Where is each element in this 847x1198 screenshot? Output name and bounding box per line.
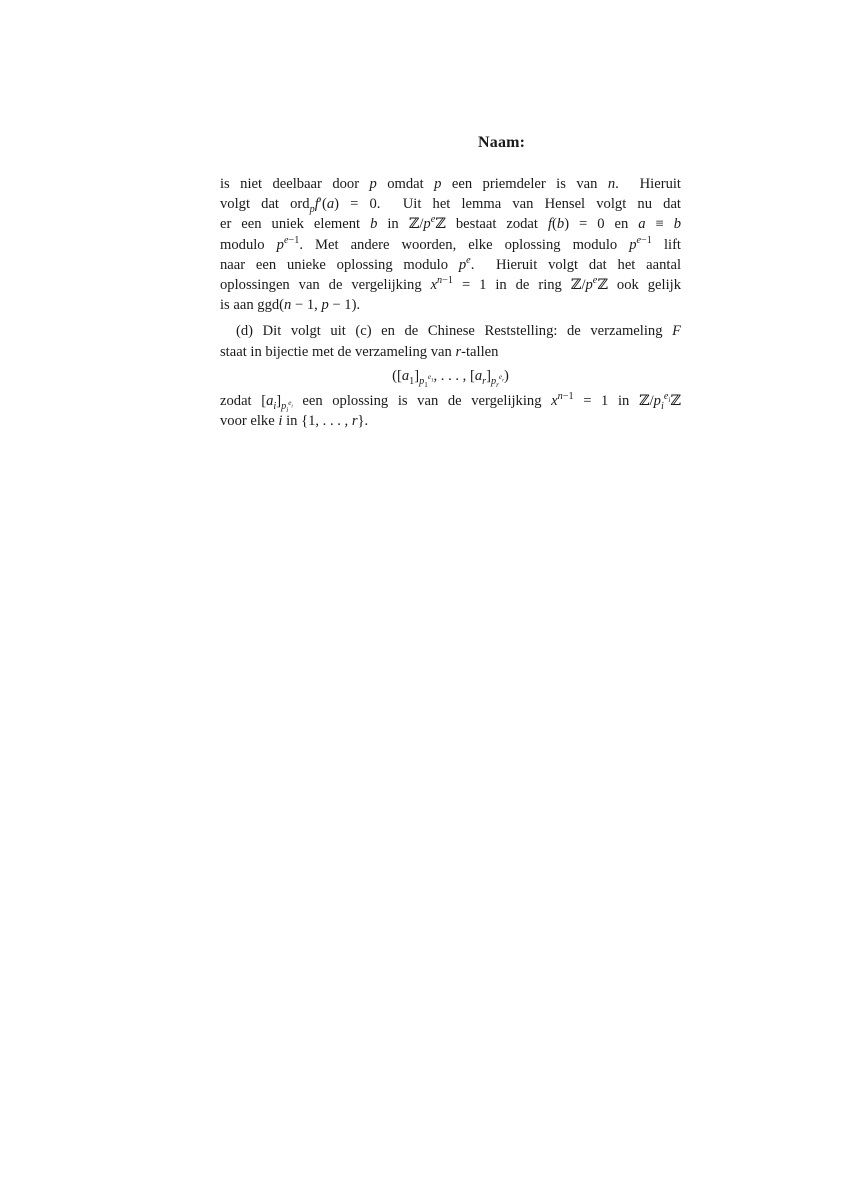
- text-line: is niet deelbaar door p omdat p een priemdeler is van n. Hieruit: [220, 176, 681, 192]
- text-line: modulo $p^{e-1}$. Met andere woorden, elke oplossing modulo $p^{e-1}$ lift: [220, 234, 681, 253]
- text-line: zodat $[a_i]_{p_i^{e_i}}$ een oplossing is van de vergelijking $x^{n-1} = 1$ in $ℤ/p_i^{e_i}ℤ$: [220, 391, 681, 414]
- text-line: er een uniek element b in $ℤ/p^eℤ$ bestaat zodat f(b) = 0 en a ≡ b: [220, 214, 681, 233]
- text-line: staat in bijectie met de verzameling van r-tallen: [220, 343, 499, 360]
- document-text: [220, 174, 681, 431]
- text-line: (d) Dit volgt uit (c) en de Chinese Reststelling: de verzameling F: [236, 323, 681, 340]
- text-line: volgt dat ord$_p$f′(a) = 0. Uit het lemma van Hensel volgt nu dat: [220, 196, 681, 216]
- paragraph-c-continuation: [220, 174, 681, 315]
- name-label: Naam:: [478, 134, 526, 151]
- text-line: voor elke i in {1, . . . , r}.: [220, 413, 369, 430]
- text-line: oplossingen van de vergelijking $x^{n-1} = 1$ in de ring $ℤ/p^eℤ$ ook gelijk: [220, 275, 681, 294]
- display-formula: ($[a_1]_{p_1^{e_1}}$, . . . , $[a_r]_{p_r^{e_r}}$): [392, 367, 509, 389]
- text-line: naar een unieke oplossing modulo $p^e$. Hieruit volgt dat het aantal: [220, 254, 681, 273]
- text-line: is aan ggd(n − 1, p − 1).: [220, 297, 361, 314]
- paragraph-d: [220, 321, 681, 431]
